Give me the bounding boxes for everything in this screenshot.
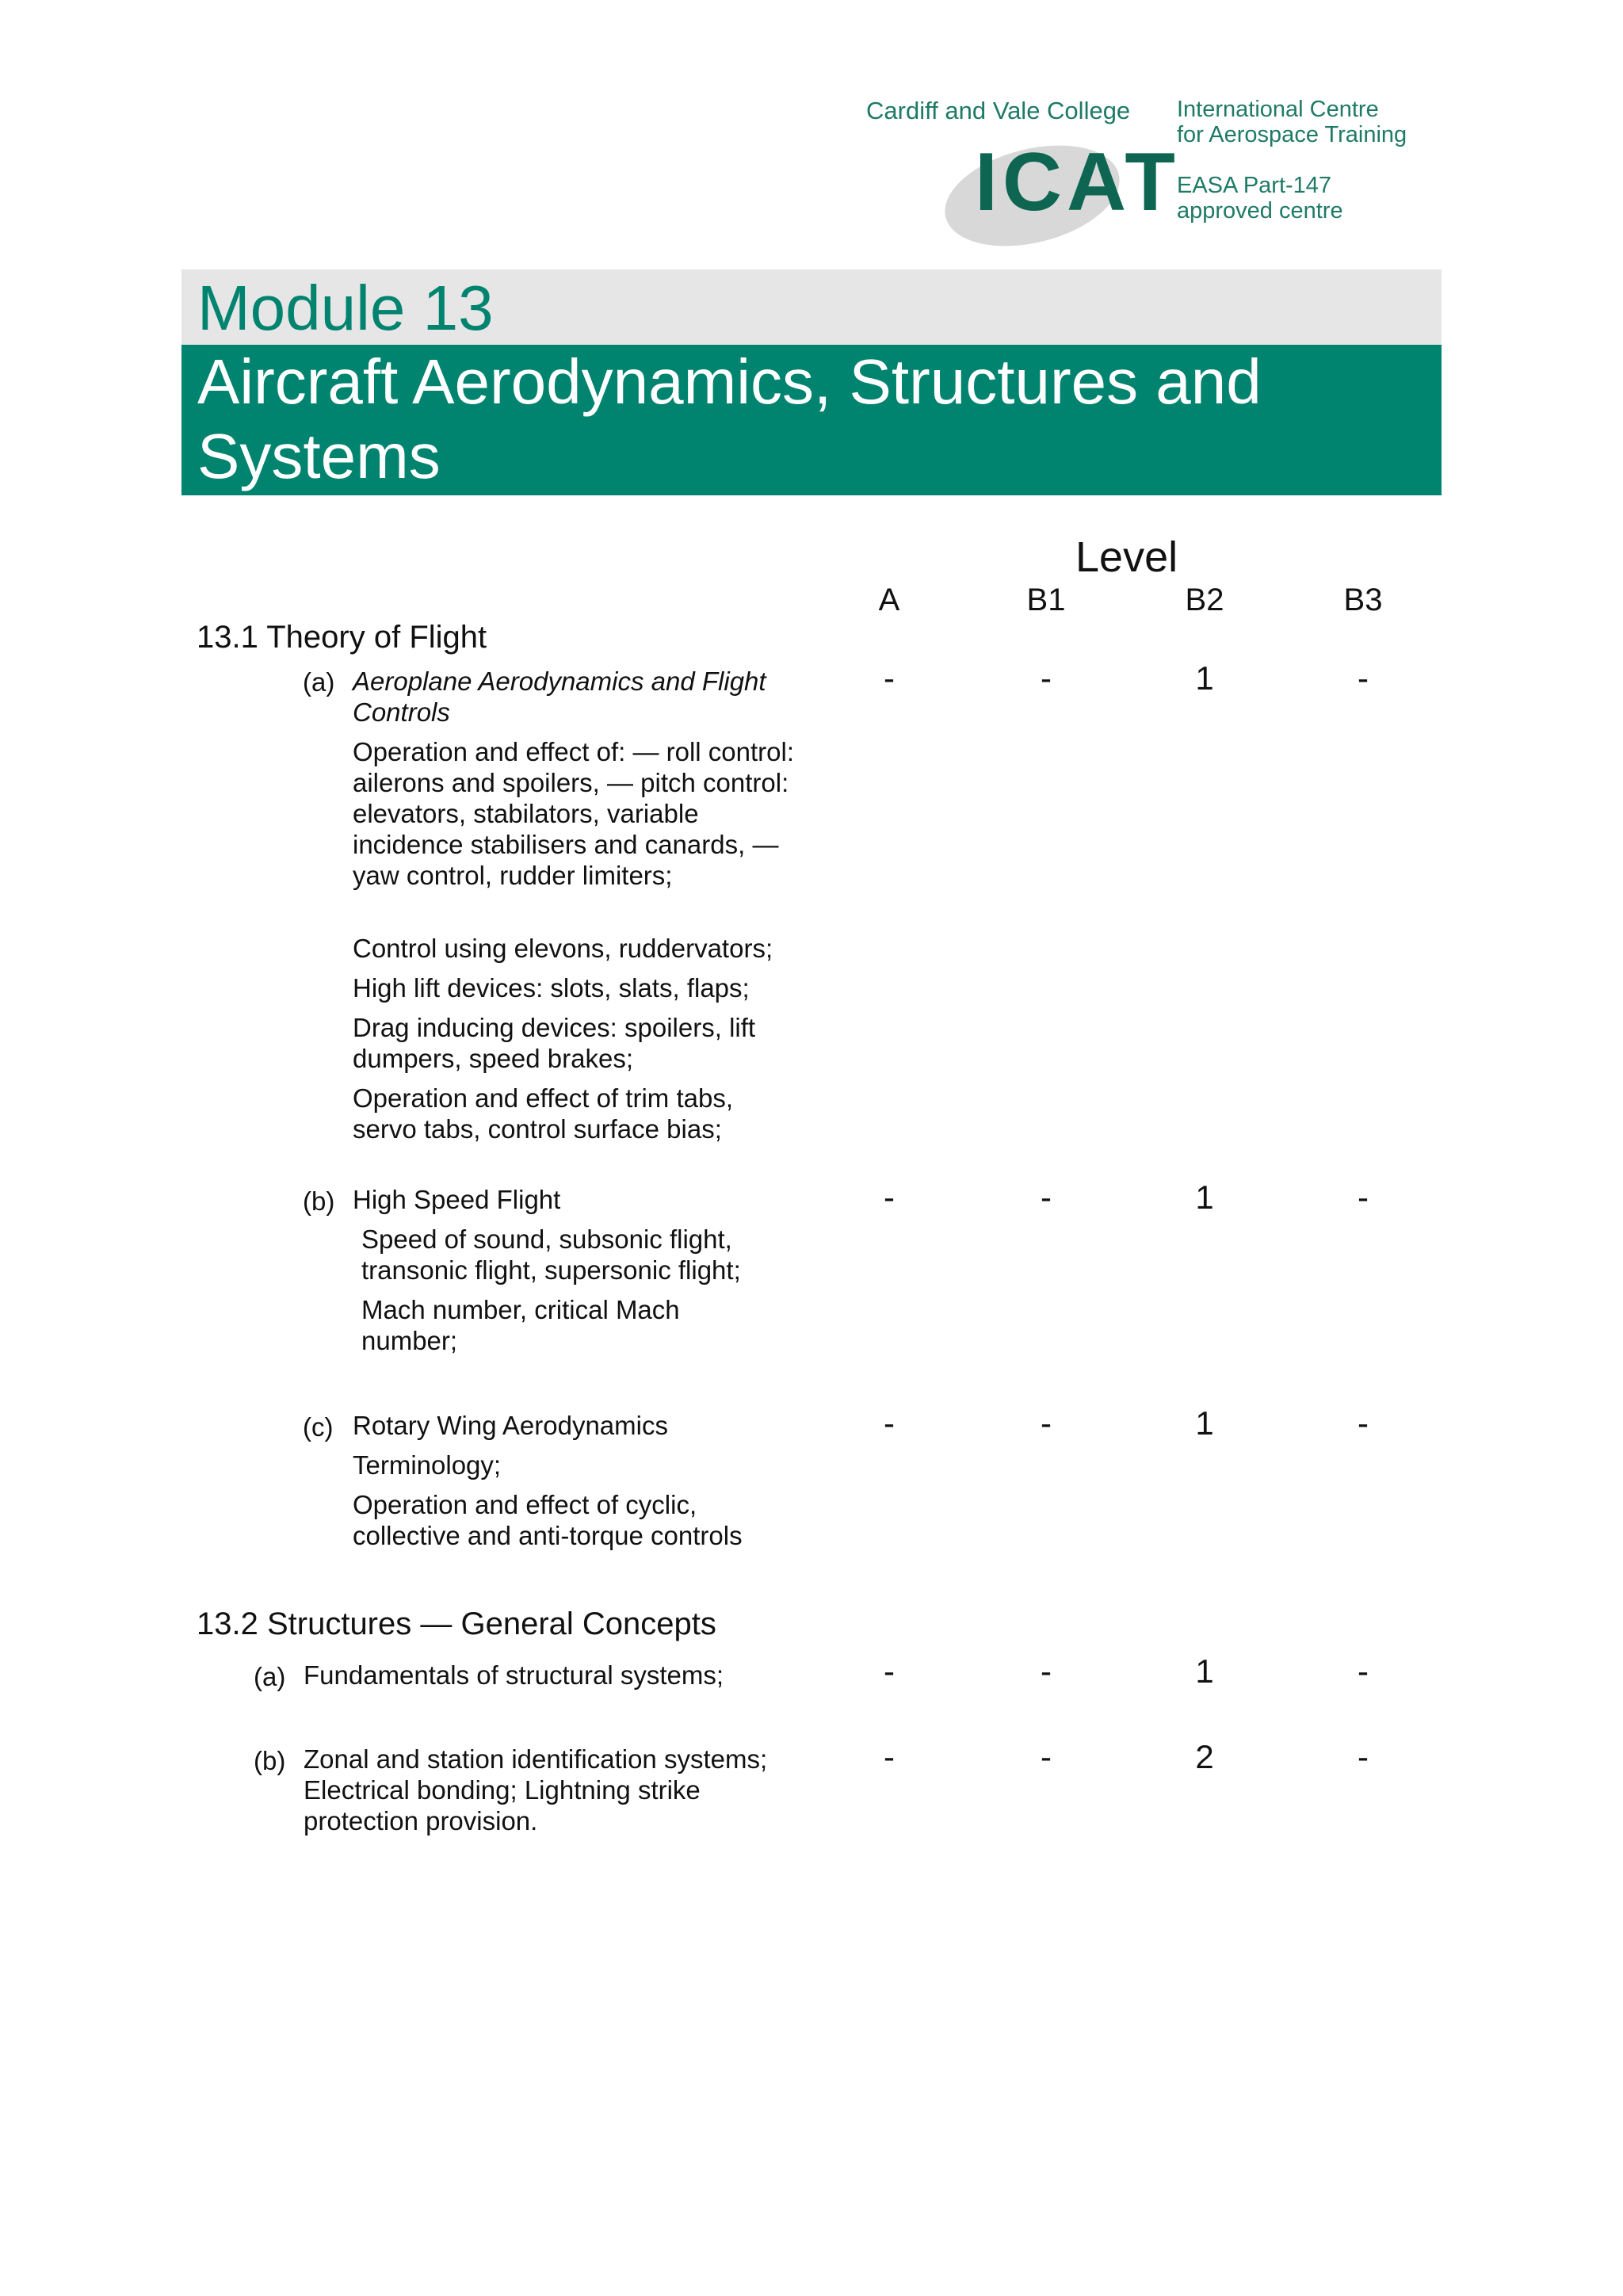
item-title: Fundamentals of structural systems; <box>304 1660 724 1690</box>
section-heading: 13.1 Theory of Flight <box>197 620 487 655</box>
item-title: Rotary Wing Aerodynamics <box>353 1411 668 1440</box>
level-column-a: A <box>878 583 900 617</box>
logo-college-name: Cardiff and Vale College <box>866 97 1131 124</box>
module-number: Module 13 <box>197 273 494 343</box>
level-value-b2: 1 <box>1195 1179 1214 1216</box>
level-value-b1: - <box>1041 659 1052 697</box>
level-value-b3: - <box>1358 1404 1369 1442</box>
item-title: Zonal and station identification systems; Electrical bonding; Lightning strike protection provision. <box>304 1744 768 1836</box>
item-label: (a) <box>254 1662 286 1691</box>
item-paragraph: Terminology; <box>353 1450 502 1480</box>
logo-approval-line1: EASA Part-147 <box>1177 173 1332 198</box>
level-column-b1: B1 <box>1026 583 1066 617</box>
level-value-b2: 1 <box>1195 659 1214 697</box>
level-value-b1: - <box>1041 1652 1052 1690</box>
item-title: High Speed Flight <box>353 1185 561 1214</box>
logo-centre-name <box>1177 97 1407 147</box>
level-value-b2: 1 <box>1195 1652 1214 1690</box>
level-value-b1: - <box>1041 1179 1052 1216</box>
module-band <box>181 269 1442 345</box>
logo-centre-line1: International Centre <box>1177 97 1379 122</box>
item-label: (b) <box>254 1746 286 1775</box>
item-paragraph: Drag inducing devices: spoilers, lift dumpers, speed brakes; <box>353 1013 756 1073</box>
icat-logo <box>860 95 1430 246</box>
level-value-a: - <box>884 1738 895 1775</box>
item-paragraph: Mach number, critical Mach number; <box>361 1295 680 1355</box>
item-paragraph: High lift devices: slots, slats, flaps; <box>353 973 750 1003</box>
item-label: (b) <box>303 1186 335 1216</box>
level-value-a: - <box>884 1404 895 1442</box>
level-value-b1: - <box>1041 1404 1052 1442</box>
logo-centre-line2: for Aerospace Training <box>1177 122 1407 147</box>
item-title: Aeroplane Aerodynamics and Flight Controls <box>353 667 766 727</box>
level-value-b3: - <box>1358 659 1369 697</box>
level-value-b2: 1 <box>1195 1404 1214 1442</box>
logo-approval <box>1177 173 1343 223</box>
section-heading: 13.2 Structures — General Concepts <box>197 1606 716 1641</box>
level-value-a: - <box>884 1179 895 1216</box>
logo-approval-line2: approved centre <box>1177 198 1343 223</box>
module-title-band <box>181 345 1442 495</box>
item-label: (a) <box>303 667 335 697</box>
level-value-a: - <box>884 1652 895 1690</box>
level-value-b2: 2 <box>1195 1738 1214 1775</box>
level-value-a: - <box>884 659 895 697</box>
level-value-b1: - <box>1041 1738 1052 1775</box>
level-value-b3: - <box>1358 1738 1369 1775</box>
item-paragraph: Operation and effect of: — roll control: ailerons and spoilers, — pitch control: elevators, stabilators, variable incidence stabilisers and canards, — yaw control, rudder limiters; <box>353 737 795 890</box>
item-label: (c) <box>303 1412 334 1442</box>
module-title: Aircraft Aerodynamics, Structures and Systems <box>197 346 1262 491</box>
item-paragraph: Operation and effect of cyclic, collective and anti-torque controls <box>353 1490 743 1550</box>
item-paragraph: Speed of sound, subsonic flight, transonic flight, supersonic flight; <box>361 1224 741 1285</box>
level-heading: Level <box>1075 533 1178 581</box>
item-paragraph: Control using elevons, ruddervators; <box>353 934 773 963</box>
level-column-b3: B3 <box>1343 583 1383 617</box>
level-value-b3: - <box>1358 1179 1369 1216</box>
level-value-b3: - <box>1358 1652 1369 1690</box>
level-column-b2: B2 <box>1185 583 1224 617</box>
logo-acronym: ICAT <box>975 136 1180 228</box>
item-paragraph: Operation and effect of trim tabs, servo tabs, control surface bias; <box>353 1083 733 1144</box>
